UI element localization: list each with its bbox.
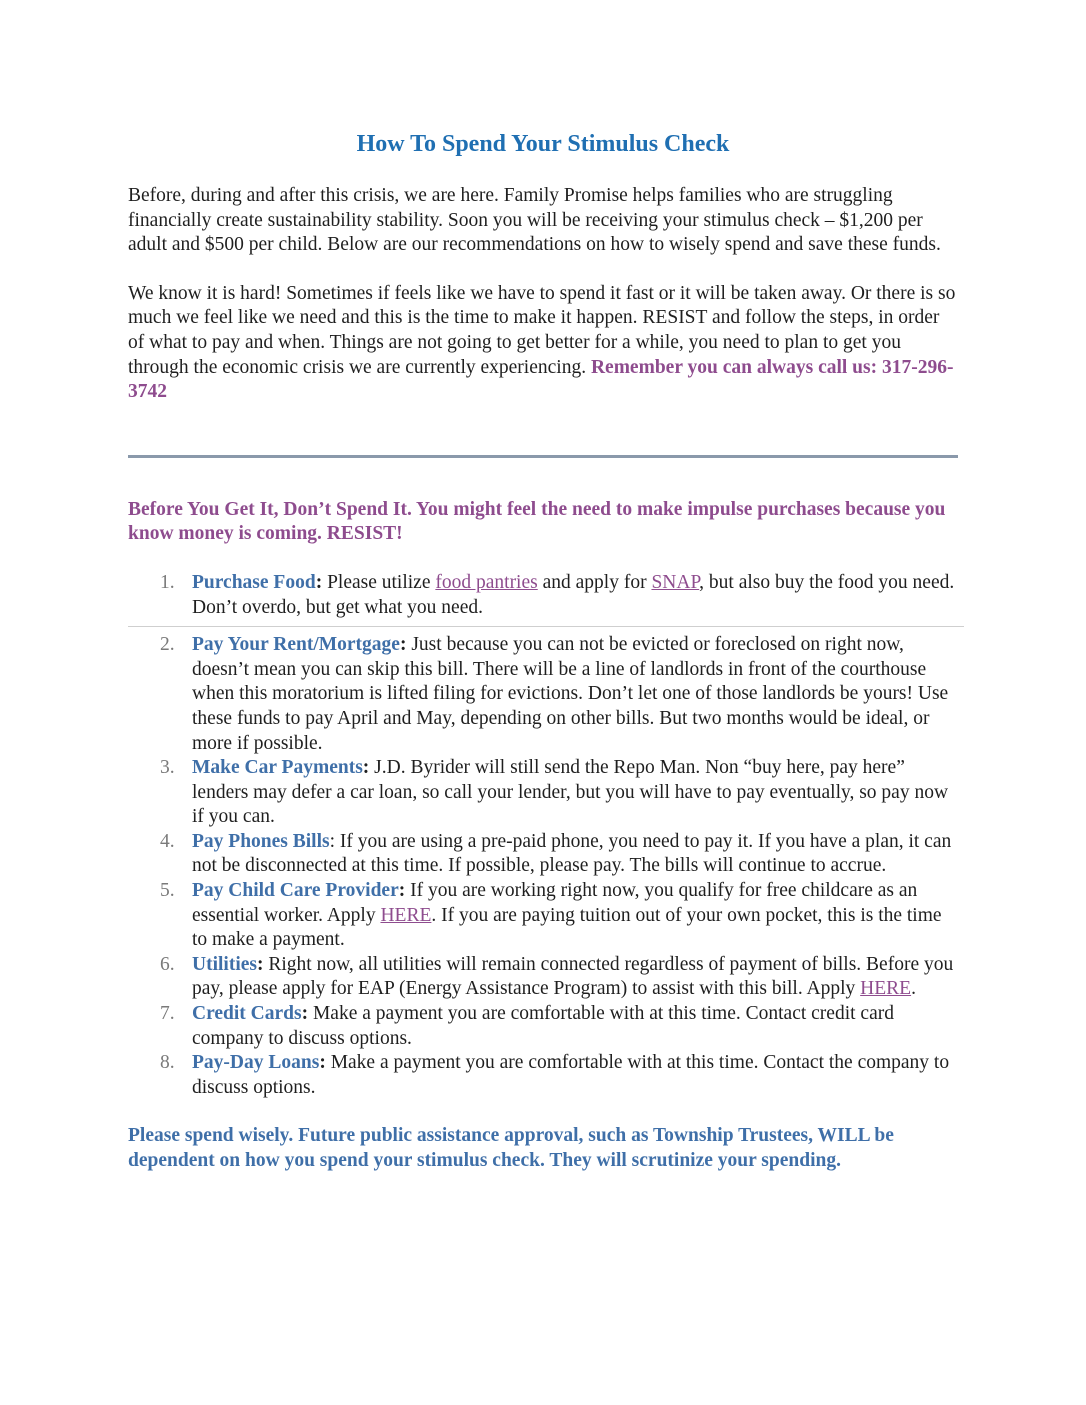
item-colon: : (256, 953, 264, 975)
closing-warning: Please spend wisely. Future public assistance approval, such as Township Trustees, WILL be dependent on how you spend your stimulus check. They will scrutinize your spending. (128, 1125, 894, 1171)
item-title: Pay Child Care Provider (192, 880, 399, 902)
list-item-rent-mortgage (128, 633, 958, 756)
list-number: 3. (160, 757, 175, 779)
item-colon: : (315, 571, 323, 593)
resist-paragraph (128, 282, 958, 405)
item-colon: : (362, 757, 370, 779)
list-item-utilities (128, 953, 958, 1002)
intro-paragraph: Before, during and after this crisis, we are here. Family Promise helps families who are struggling financially create sustainability stability. Soon you will be receiving your stimulus check – $1,200 per adult and $500 per child. Below are our recommendations on how to wisely spend and save these funds. (128, 185, 941, 256)
call-us-phone: Remember you can always call us: 317-296-3742 (128, 356, 954, 403)
list-item-car-payments (128, 756, 958, 830)
list-item-phone-bills (128, 830, 958, 879)
section-divider (128, 455, 958, 458)
item-text: Make a payment you are comfortable with at this time. Contact credit card company to discuss options. (192, 1003, 894, 1049)
item-colon: : (398, 880, 406, 902)
item-title: Pay Your Rent/Mortgage (192, 634, 400, 656)
resist-paragraph-text: We know it is hard! Sometimes if feels like we have to spend it fast or it will be taken away. Or there is so much we feel like we need and this is the time to make it happen. RESIST and follow the steps, in order of what to pay and when. Things are not going to get better for a while, you need to plan to get you through the economic crisis we are currently experiencing. (128, 282, 956, 378)
item-title: Utilities (192, 953, 257, 975)
list-item-payday-loans (128, 1051, 958, 1100)
item-text: J.D. Byrider will still send the Repo Man. Non “buy here, pay here” lenders may defer a car loan, so call your lender, but you will have to pay eventually, so pay now if you can. (192, 757, 949, 828)
item-text: Make a payment you are comfortable with at this time. Contact the company to discuss options. (192, 1052, 950, 1098)
item-text: , but also buy the food you need. Don’t overdo, but get what you need. (192, 571, 955, 618)
list-number: 2. (160, 634, 175, 656)
item-title: Purchase Food (192, 571, 316, 593)
list-number: 4. (160, 830, 175, 852)
item-colon: : (301, 1003, 309, 1025)
list-item-credit-cards (128, 1002, 958, 1051)
item-colon: : (399, 634, 407, 656)
page-title: How To Spend Your Stimulus Check (356, 131, 730, 157)
item-text: If you are using a pre-paid phone, you need to pay it. If you have a plan, it can not be disconnected at this time. If possible, please pay. The bills will continue to accrue. (192, 830, 952, 877)
snap-link[interactable]: SNAP (651, 571, 700, 593)
item-text: and apply for (537, 571, 652, 593)
item-colon: : (319, 1052, 326, 1074)
item-text: . If you are paying tuition out of your own pocket, this is the time to make a payment. (192, 904, 942, 951)
list-number: 6. (160, 953, 175, 975)
list-item-child-care (128, 879, 958, 953)
item-text: Right now, all utilities will remain connected regardless of payment of bills. Before you pay, please apply for EAP (Energy Assistance Program) to assist with this bill. Apply (192, 953, 954, 1000)
eap-apply-link[interactable]: HERE (860, 978, 912, 1000)
item-title: Pay Phones Bills (192, 830, 330, 852)
list-item-purchase-food (128, 571, 964, 627)
list-number: 5. (160, 880, 175, 902)
item-text: Please utilize (322, 571, 436, 593)
item-text: Just because you can not be evicted or foreclosed on right now, doesn’t mean you can skip this bill. There will be a line of landlords in front of the courthouse when this moratorium is lifted filing for evictions. Don’t let one of those landlords be yours! Use these funds to pay April and May, depending on other bills. But two months would be ideal, or more if possible. (192, 634, 949, 754)
before-heading: Before You Get It, Don’t Spend It. You might feel the need to make impulse purchases because you know money is coming. RESIST! (128, 498, 946, 545)
steps-list (128, 571, 958, 1100)
list-number: 7. (160, 1003, 175, 1025)
item-title: Make Car Payments (192, 757, 363, 779)
childcare-apply-link[interactable]: HERE (380, 904, 432, 926)
item-title: Credit Cards (192, 1003, 302, 1025)
item-title: Pay-Day Loans (192, 1052, 320, 1074)
list-number: 1. (160, 571, 175, 593)
food-pantries-link[interactable]: food pantries (435, 571, 538, 593)
document-page (128, 128, 958, 1174)
item-colon: : (329, 830, 336, 852)
item-text: If you are working right now, you qualify for free childcare as an essential worker. Apply (192, 880, 918, 926)
item-text: . (911, 978, 916, 1000)
list-number: 8. (160, 1052, 175, 1074)
